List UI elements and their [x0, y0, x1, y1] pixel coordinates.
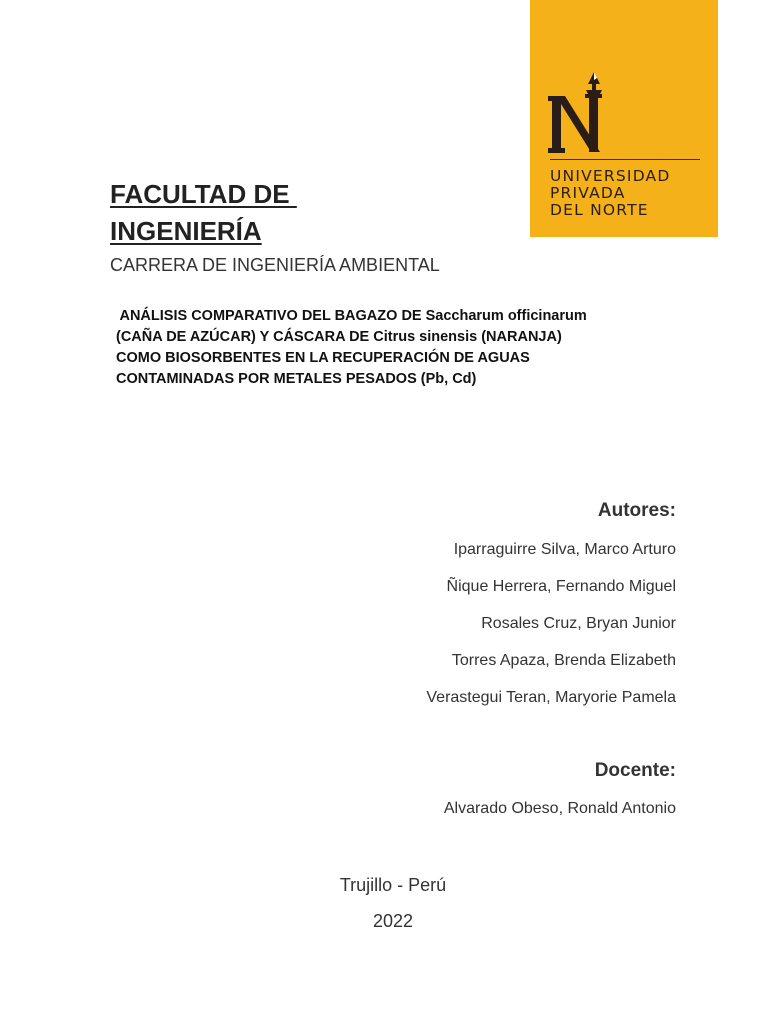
faculty-heading-line: INGENIERÍA: [110, 216, 262, 246]
author-name: Iparraguirre Silva, Marco Arturo: [453, 541, 676, 558]
university-n-mark-icon: [548, 68, 608, 158]
city-country: Trujillo - Perú: [339, 875, 447, 895]
career-name: CARRERA DE INGENIERÍA AMBIENTAL: [110, 255, 440, 275]
university-name-line: UNIVERSIDAD: [550, 167, 671, 185]
thesis-title-line: ANÁLISIS COMPARATIVO DEL BAGAZO DE Saccharum officinarum: [116, 308, 587, 324]
year: 2022: [372, 911, 414, 931]
author-name: Ñique Herrera, Fernando Miguel: [446, 578, 676, 595]
authors-label: Autores:: [597, 500, 676, 521]
faculty-heading: [110, 176, 297, 250]
university-logo: [530, 0, 718, 237]
university-name: [550, 168, 671, 219]
author-name: Rosales Cruz, Bryan Junior: [481, 615, 676, 632]
thesis-title-line: CONTAMINADAS POR METALES PESADOS (Pb, Cd): [116, 371, 477, 387]
logo-divider: [550, 159, 700, 160]
thesis-title-line: COMO BIOSORBENTES EN LA RECUPERACIÓN DE AGUAS: [116, 350, 530, 366]
faculty-heading-line: FACULTAD DE: [110, 179, 297, 209]
thesis-title-line: (CAÑA DE AZÚCAR) Y CÁSCARA DE Citrus sinensis (NARANJA): [116, 329, 562, 345]
university-name-line: PRIVADA: [550, 184, 626, 202]
thesis-title: [116, 306, 676, 390]
advisor-label: Docente:: [594, 760, 676, 781]
university-name-line: DEL NORTE: [550, 201, 649, 219]
author-name: Torres Apaza, Brenda Elizabeth: [451, 652, 676, 669]
author-name: Verastegui Teran, Maryorie Pamela: [426, 689, 676, 706]
advisor-name: Alvarado Obeso, Ronald Antonio: [443, 800, 676, 817]
